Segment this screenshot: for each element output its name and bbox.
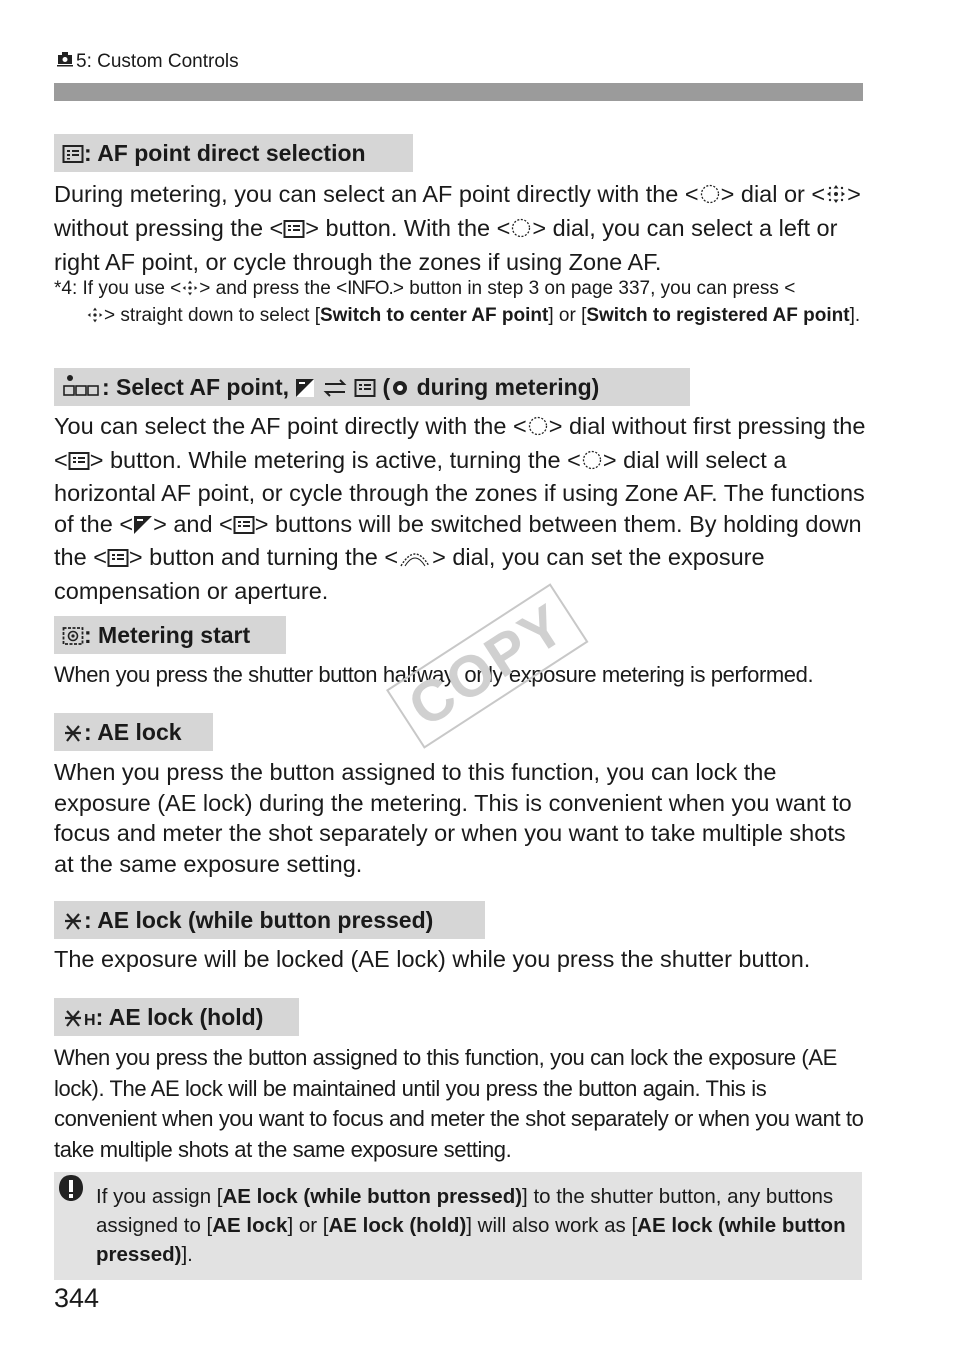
- caution-box: [54, 1172, 862, 1280]
- af-point-button-icon: [233, 512, 255, 543]
- af-point-button-icon: [62, 137, 84, 175]
- chapter-label: 5: Custom Controls: [76, 51, 239, 72]
- exposure-comp-icon: [295, 371, 315, 409]
- ae-lock-icon: [62, 904, 84, 942]
- section-body-metering-start: When you press the shutter button halfway, only exposure metering is performed.: [54, 662, 814, 687]
- main-dial-icon: [398, 545, 432, 576]
- af-point-button-icon: [107, 545, 129, 576]
- af-point-button-icon: [283, 216, 305, 247]
- chapter-divider-bar: [54, 83, 863, 101]
- footnote-4: *4: If you use < > and press the <INFO.> button in step 3 on page 337, you can press < > straight down to select [Switch to center AF point] or [Switch to registered AF point].: [54, 277, 864, 331]
- multi-controller-icon: [181, 279, 199, 304]
- section-heading-select-af: : Select AF point, ( during metering): [54, 368, 690, 406]
- section-body-ae-lock-pressed: The exposure will be locked (AE lock) while you press the shutter button.: [54, 946, 811, 972]
- section-body-ae-lock: When you press the button assigned to this function, you can lock the exposure (AE lock) during the metering. This is convenient when you want to focus and meter the shot separately or when you want to take multiple shots at the same exposure setting.: [54, 759, 852, 877]
- metering-button-icon: [62, 619, 84, 657]
- quick-control-dial-icon: [527, 414, 549, 445]
- section-body-select-af: You can select the AF point directly with the < > dial without first pressing the < > button. While metering is active, turning the < > dial will select a horizontal AF point, or cycle through the zones if using Zone AF. The functions of the < > and < > buttons will be switched between them. By holding down the < > button and turning the < > dial, you can set the exposure compensation or aperture.: [54, 413, 866, 604]
- section-heading-ae-lock: : AE lock: [54, 713, 213, 751]
- exposure-comp-icon: [133, 512, 153, 543]
- caution-icon: [56, 1174, 86, 1209]
- swap-arrows-icon: [322, 371, 348, 409]
- quick-control-dial-icon: [581, 448, 603, 479]
- section-heading-metering-start: : Metering start: [54, 616, 286, 654]
- ae-lock-hold-icon: [62, 1001, 84, 1039]
- page-number: 344: [54, 1283, 100, 1313]
- section-body-ae-lock-hold: When you press the button assigned to this function, you can lock the exposure (AE lock). The AE lock will be maintained until you press the button again. This is convenient when you want to focus and meter the shot separately or when you want to take multiple shots at the same exposure setting.: [54, 1045, 864, 1162]
- copy-watermark: COPY: [386, 583, 589, 749]
- quick-control-dial-icon: [510, 216, 532, 247]
- multi-controller-icon: [86, 306, 104, 331]
- multi-controller-icon: [825, 182, 847, 213]
- chapter-header: [56, 51, 239, 73]
- metering-icon: [390, 371, 410, 409]
- quick-control-dial-icon: [699, 182, 721, 213]
- section-heading-af-direct: : AF point direct selection: [54, 134, 413, 172]
- section-heading-ae-lock-pressed: : AE lock (while button pressed): [54, 901, 485, 939]
- af-point-button-icon: [354, 371, 376, 409]
- section-heading-ae-lock-hold: H: AE lock (hold): [54, 998, 299, 1036]
- caution-text: If you assign [AE lock (while button pressed)] to the shutter button, any buttons assigned to [AE lock] or [AE lock (hold)] will also work as [AE lock (while button pressed)].: [96, 1185, 846, 1266]
- info-button-label: INFO.: [347, 278, 393, 299]
- section-body-af-direct: During metering, you can select an AF point directly with the < > dial or < > without pressing the < > button. With the < > dial, you can select a left or right AF point, or cycle through the zones if using Zone AF.: [54, 181, 861, 275]
- af-select-icon: [62, 371, 102, 409]
- camera-icon: [56, 51, 76, 73]
- ae-lock-icon: [62, 716, 84, 754]
- af-point-button-icon: [68, 448, 90, 479]
